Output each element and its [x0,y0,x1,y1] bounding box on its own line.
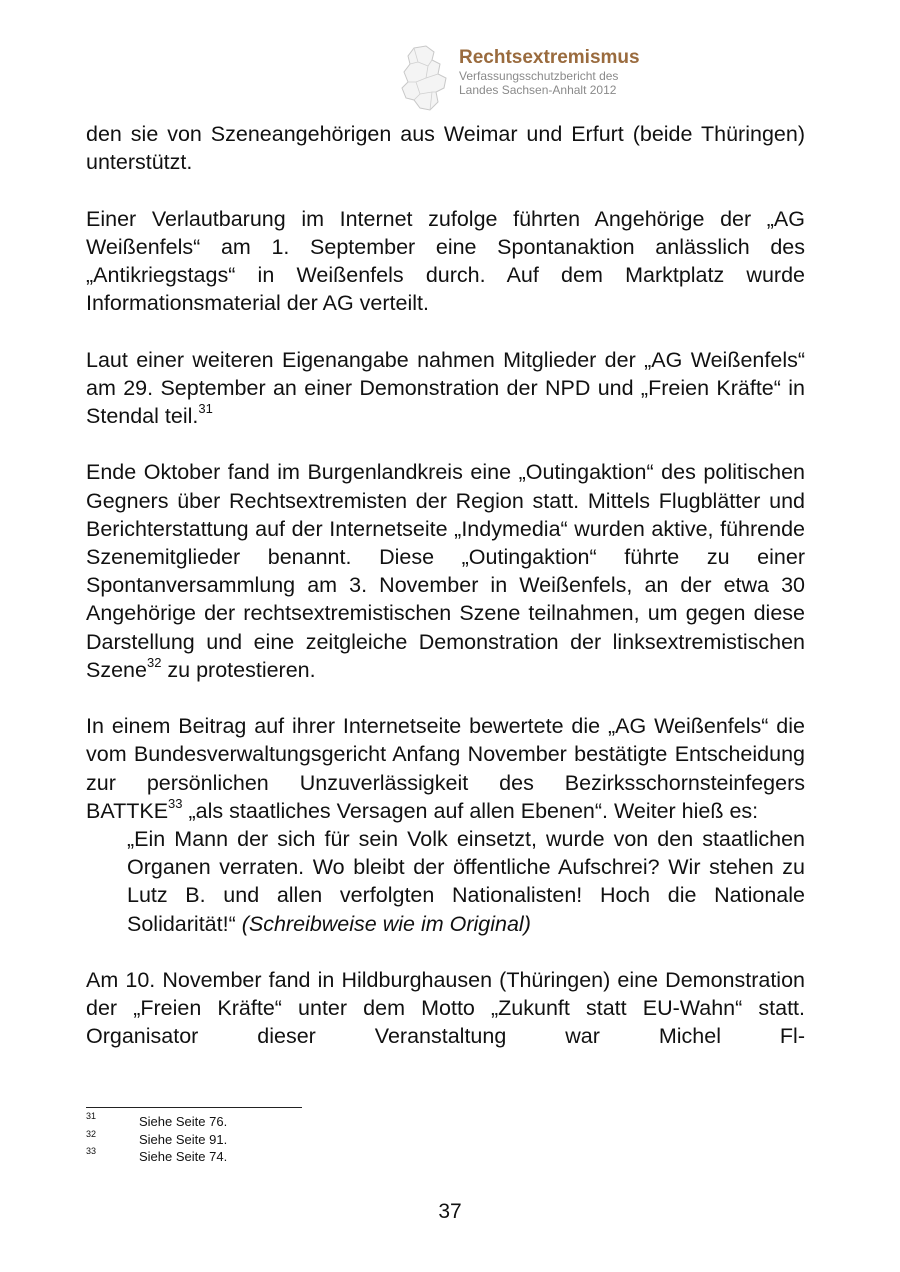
footnote-text: Siehe Seite 91. [139,1131,228,1147]
paragraph-3-text: Laut einer weiteren Eigenangabe nahmen Mitglieder der „AG Weißenfels“ am 29. September an einer Demonstration der NPD und „Freien Kräfte“ in Stendal teil. [86,347,805,428]
paragraph-3 [86,346,805,431]
quote-note: (Schreibweise wie im Original) [241,911,531,936]
page-header [396,44,696,114]
footnote-number: 32 [86,1128,97,1139]
paragraph-5 [86,712,805,825]
footnote-text: Siehe Seite 76. [139,1114,228,1129]
paragraph-6: Am 10. November fand in Hildburghausen (Thüringen) eine Demonstration der „Freien Kräfte“ unter dem Motto „Zukunft statt EU-Wahn“ statt. Organisator dieser Veranstaltung war Michel Fl- [86,968,805,1049]
header-subtitle-line1: Verfassungsschutzbericht des [459,69,619,83]
footnote-ref-31: 31 [198,401,213,416]
paragraph-5-text-b: „als staatliches Versagen auf allen Ebenen“. Weiter hieß es: [182,798,759,823]
footnote-divider [86,1107,302,1108]
paragraph-4 [86,458,805,684]
sachsen-anhalt-map-icon [396,44,456,114]
page-number: 37 [438,1200,462,1223]
header-subtitle-line2: Landes Sachsen-Anhalt 2012 [459,83,617,97]
footnotes [86,1111,486,1167]
footnote-number: 33 [86,1146,97,1156]
footnote-number: 31 [86,1111,97,1121]
footnote-text: Siehe Seite 74. [139,1149,228,1164]
paragraph-5-text-a: In einem Beitrag auf ihrer Internetseite bewertete die „AG Weißenfels“ die vom Bundesverwaltungsgericht Anfang November bestätigte Entscheidung zur persönlichen Unzuverlässigkeit des Bezirksschornsteinfegers BATTKE [86,714,805,823]
footnote-ref-33: 33 [168,795,183,811]
header-title: Rechtsextremismus [459,47,640,68]
footnote-33 [86,1146,486,1167]
paragraph-2: Einer Verlautbarung im Internet zufolge führten Angehörige der „AG Weißenfels“ am 1. September eine Spontanaktion anlässlich des „Antikriegstags“ in Weißenfels durch. Auf dem Marktplatz wurde Informationsmaterial der AG verteilt. [86,206,805,316]
footnote-31 [86,1111,486,1132]
footnote-32 [86,1128,486,1150]
body-text [86,120,805,1051]
quote-text: „Ein Mann der sich für sein Volk einsetzt, wurde von den staatlichen Organen verraten. Wo bleibt der öffentliche Aufschrei? Wir stehen zu Lutz B. und allen verfolgten Nationalisten! Hoch die Nationale Solidarität!“ [127,827,805,936]
paragraph-4-text-b: zu protestieren. [161,657,316,682]
footnote-ref-32: 32 [146,654,162,670]
paragraph-4-text-a: Ende Oktober fand im Burgenlandkreis eine „Outingaktion“ des politischen Gegners über Rechtsextremisten der Region statt. Mittels Flugblätter und Berichterstattung auf der Internetseite „Indymedia“ wurden aktive, führende Szenemitglieder benannt. Diese „Outingaktion“ führte zu einer Spontanversammlung am 3. November in Weißenfels, an der etwa 30 Angehörige der rechtsextremistischen Szene teilnahmen, um gegen diese Darstellung und eine zeitgleiche Demonstration der linksextremistischen Szene [86,460,805,682]
paragraph-1: den sie von Szeneangehörigen aus Weimar und Erfurt (beide Thüringen) unterstützt. [86,122,805,175]
block-quote [127,825,805,938]
